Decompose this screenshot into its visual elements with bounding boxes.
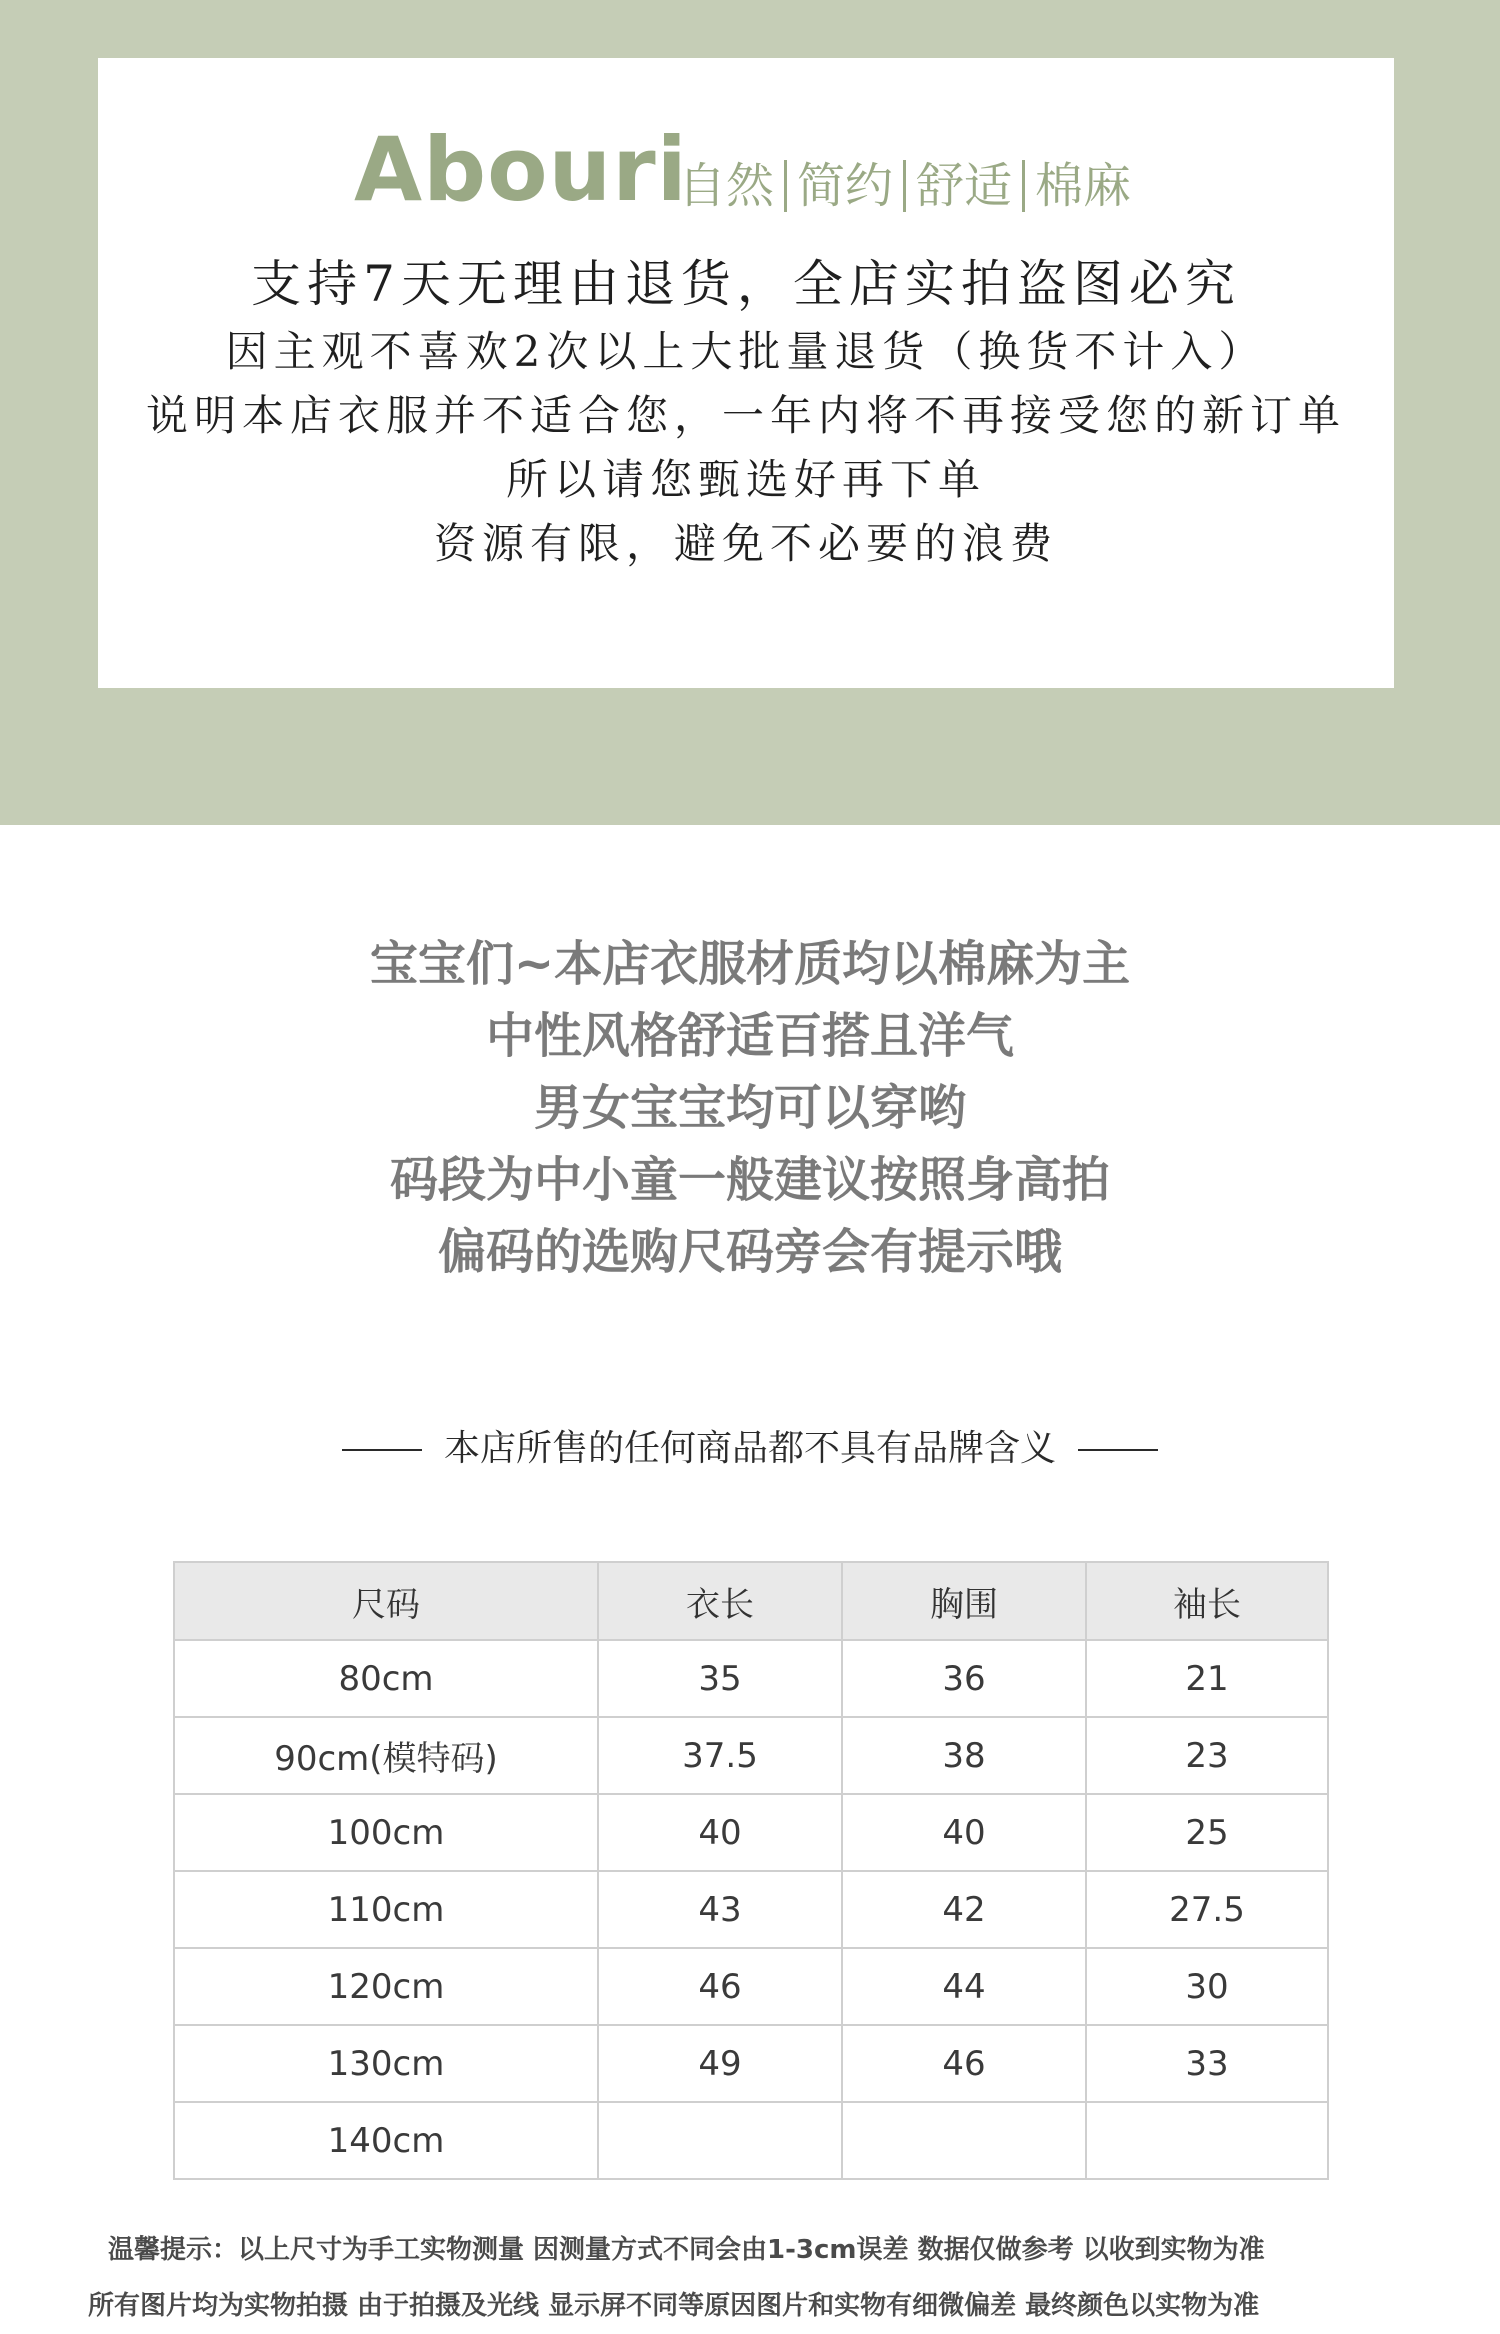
cell-chest: 46 bbox=[842, 2025, 1086, 2102]
disclaimer-text: 本店所售的任何商品都不具有品牌含义 bbox=[443, 1428, 1056, 1469]
cell-sleeve bbox=[1086, 2102, 1328, 2179]
cell-length: 40 bbox=[598, 1794, 842, 1871]
cell-length: 43 bbox=[598, 1871, 842, 1948]
brand-header bbox=[98, 118, 1394, 228]
measurement-tip: 温馨提示：以上尺寸为手工实物测量 因测量方式不同会由1-3cm误差 数据仅做参考 以收到实物为准 bbox=[108, 2235, 1265, 2265]
header-size: 尺码 bbox=[174, 1562, 598, 1640]
policy-line: 资源有限，避免不必要的浪费 bbox=[433, 519, 1058, 568]
cell-size: 120cm bbox=[174, 1948, 598, 2025]
table-row bbox=[174, 2025, 1328, 2102]
cell-size: 110cm bbox=[174, 1871, 598, 1948]
table-row bbox=[174, 1640, 1328, 1717]
intro-line: 码段为中小童一般建议按照身高拍 bbox=[389, 1152, 1110, 1208]
cell-size: 90cm(模特码) bbox=[174, 1717, 598, 1794]
brand-tag-comfort: 舒适 bbox=[916, 158, 1013, 214]
cell-length: 37.5 bbox=[598, 1717, 842, 1794]
divider-line bbox=[342, 1449, 422, 1451]
header-chest: 胸围 bbox=[842, 1562, 1086, 1640]
measurement-notes bbox=[0, 2222, 1500, 2334]
cell-sleeve: 23 bbox=[1086, 1717, 1328, 1794]
brand-tag-cotton-linen: 棉麻 bbox=[1035, 158, 1132, 214]
cell-size: 80cm bbox=[174, 1640, 598, 1717]
cell-chest: 42 bbox=[842, 1871, 1086, 1948]
table-row bbox=[174, 2102, 1328, 2179]
cell-chest: 38 bbox=[842, 1717, 1086, 1794]
product-intro bbox=[0, 928, 1500, 1288]
intro-line: 中性风格舒适百搭且洋气 bbox=[485, 1008, 1014, 1064]
cell-length: 46 bbox=[598, 1948, 842, 2025]
brand-logo: Abouri bbox=[354, 118, 688, 221]
intro-line: 男女宝宝均可以穿哟 bbox=[533, 1080, 966, 1136]
return-policy-text bbox=[98, 248, 1394, 576]
policy-line: 因主观不喜欢2次以上大批量退货（换货不计入） bbox=[225, 327, 1267, 376]
top-banner bbox=[0, 0, 1500, 825]
cell-size: 130cm bbox=[174, 2025, 598, 2102]
cell-sleeve: 21 bbox=[1086, 1640, 1328, 1717]
brand-tag-simple: 简约 bbox=[797, 158, 894, 214]
cell-size: 140cm bbox=[174, 2102, 598, 2179]
policy-line: 支持7天无理由退货，全店实拍盗图必究 bbox=[251, 255, 1241, 313]
policy-line: 所以请您甄选好再下单 bbox=[505, 455, 986, 504]
cell-sleeve: 27.5 bbox=[1086, 1871, 1328, 1948]
cell-chest bbox=[842, 2102, 1086, 2179]
brand-tag-natural: 自然 bbox=[678, 158, 775, 214]
cell-chest: 40 bbox=[842, 1794, 1086, 1871]
header-length: 衣长 bbox=[598, 1562, 842, 1640]
table-row bbox=[174, 1794, 1328, 1871]
table-row bbox=[174, 1717, 1328, 1794]
cell-chest: 36 bbox=[842, 1640, 1086, 1717]
brand-disclaimer bbox=[0, 1420, 1500, 1471]
cell-sleeve: 25 bbox=[1086, 1794, 1328, 1871]
cell-size: 100cm bbox=[174, 1794, 598, 1871]
cell-sleeve: 30 bbox=[1086, 1948, 1328, 2025]
cell-sleeve: 33 bbox=[1086, 2025, 1328, 2102]
policy-line: 说明本店衣服并不适合您，一年内将不再接受您的新订单 bbox=[145, 391, 1346, 440]
cell-length bbox=[598, 2102, 842, 2179]
cell-length: 49 bbox=[598, 2025, 842, 2102]
intro-line: 宝宝们~本店衣服材质均以棉麻为主 bbox=[369, 936, 1131, 992]
header-sleeve: 袖长 bbox=[1086, 1562, 1328, 1640]
divider-line bbox=[1078, 1449, 1158, 1451]
table-header-row bbox=[174, 1562, 1328, 1640]
table-row bbox=[174, 1948, 1328, 2025]
return-policy-card bbox=[98, 58, 1394, 688]
brand-tagline bbox=[668, 160, 1141, 212]
cell-chest: 44 bbox=[842, 1948, 1086, 2025]
intro-line: 偏码的选购尺码旁会有提示哦 bbox=[437, 1224, 1062, 1280]
photo-color-note: 所有图片均为实物拍摄 由于拍摄及光线 显示屏不同等原因图片和实物有细微偏差 最终颜色以实物为准 bbox=[88, 2291, 1260, 2321]
table-row bbox=[174, 1871, 1328, 1948]
cell-length: 35 bbox=[598, 1640, 842, 1717]
size-chart-table bbox=[173, 1561, 1329, 2180]
